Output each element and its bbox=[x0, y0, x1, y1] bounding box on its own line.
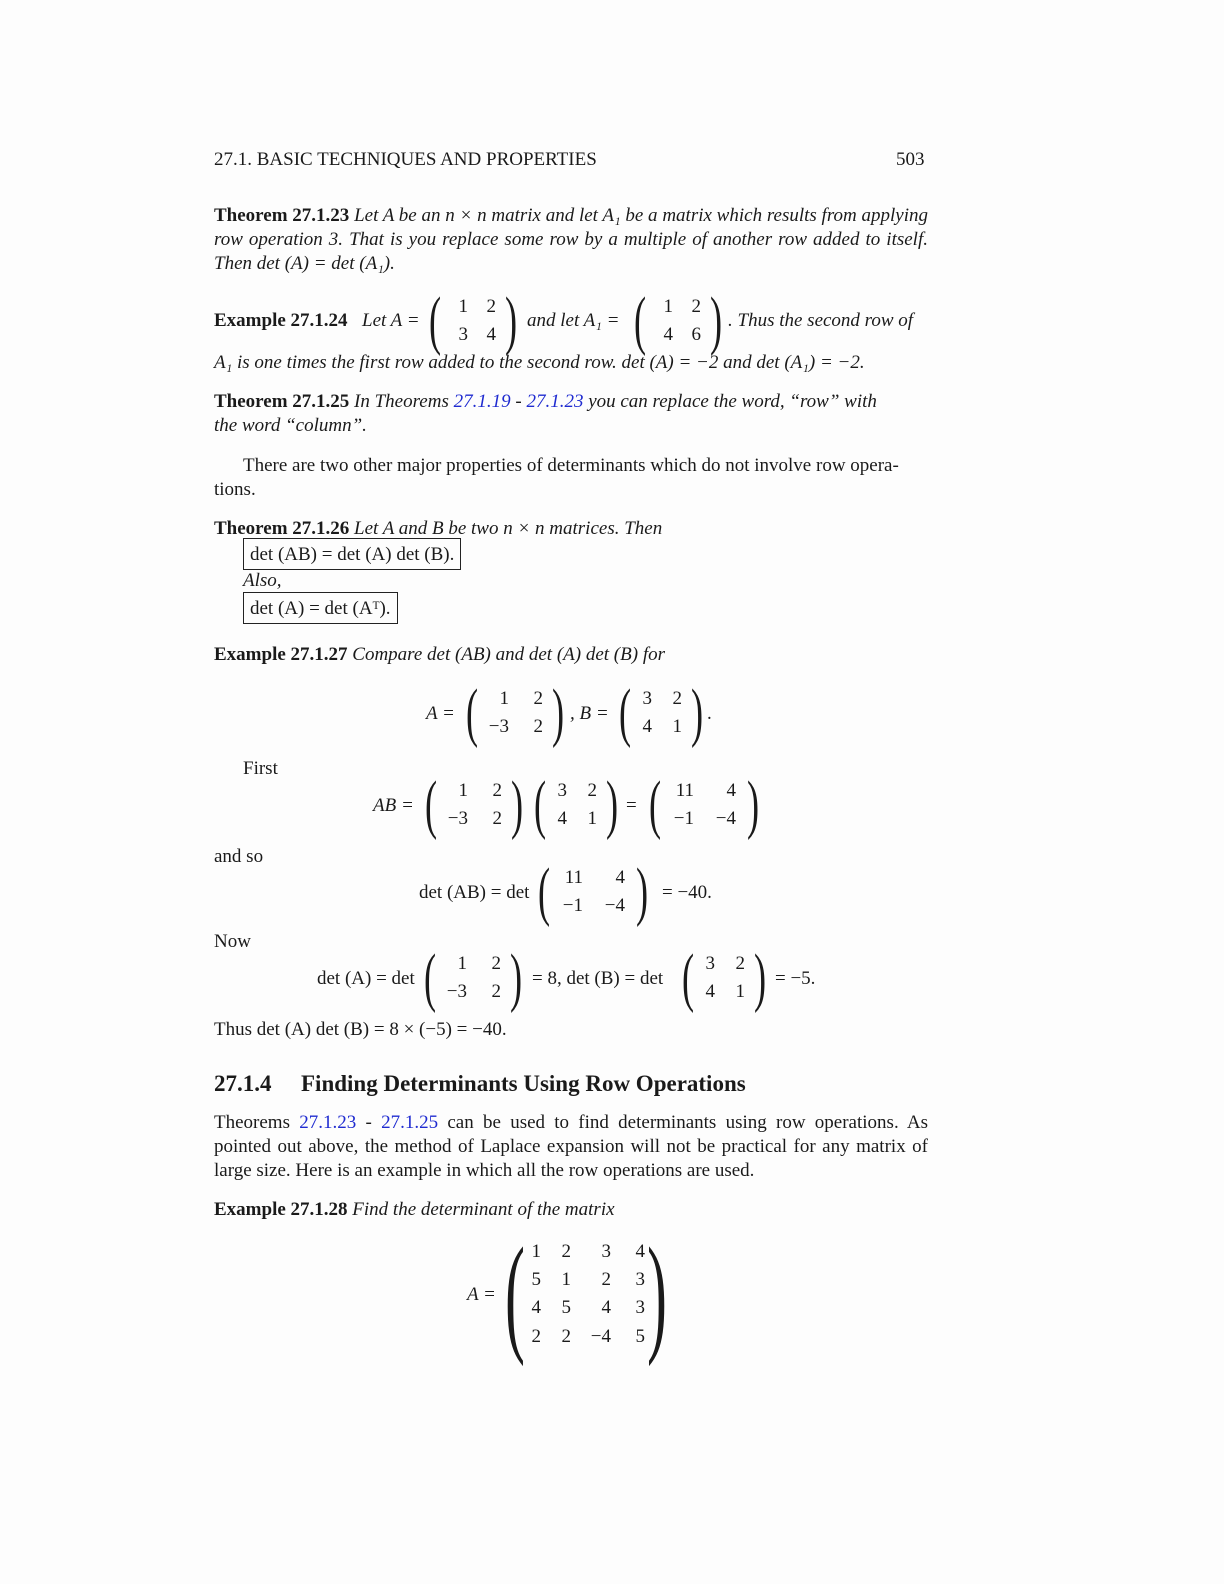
example-text-let-a: Let A = bbox=[362, 310, 420, 331]
right-paren: ) bbox=[635, 855, 649, 928]
ref-dash: - bbox=[515, 391, 522, 412]
right-paren: ) bbox=[753, 941, 767, 1014]
example-text: Compare det (AB) and det (A) det (B) for bbox=[352, 644, 665, 665]
equation-det-b-val: = −5. bbox=[775, 968, 816, 989]
matrix-cell: 2 bbox=[531, 1326, 541, 1347]
left-paren: ( bbox=[633, 284, 647, 357]
matrix-cell: 4 bbox=[663, 324, 673, 345]
matrix-cell: −4 bbox=[604, 895, 625, 916]
page-number: 503 bbox=[896, 149, 925, 170]
paragraph-text: Theorems bbox=[214, 1112, 290, 1133]
text-now: Now bbox=[214, 931, 251, 952]
matrix-cell: 3 bbox=[557, 780, 567, 801]
matrix-cell: 3 bbox=[601, 1241, 611, 1262]
theorem-ref-link[interactable]: 27.1.23 bbox=[526, 391, 584, 412]
matrix-cell: 3 bbox=[635, 1297, 645, 1318]
matrix-a-4x4 bbox=[505, 1220, 675, 1367]
matrix-cell: 2 bbox=[491, 953, 501, 974]
matrix-cell: 2 bbox=[533, 716, 543, 737]
right-paren: ) bbox=[746, 768, 760, 841]
matrix-cell: 2 bbox=[587, 780, 597, 801]
matrix-cell: 1 bbox=[561, 1269, 571, 1290]
theorem-ref-link[interactable]: 27.1.23 bbox=[299, 1112, 357, 1133]
matrix-cell: 1 bbox=[499, 688, 509, 709]
matrix-cell: 3 bbox=[642, 688, 652, 709]
matrix-cell: 2 bbox=[561, 1326, 571, 1347]
matrix-cell: 2 bbox=[561, 1241, 571, 1262]
theorem-text: In Theorems bbox=[354, 391, 449, 412]
text-thus: Thus det (A) det (B) = 8 × (−5) = −40. bbox=[214, 1019, 507, 1040]
matrix-b-2x2 bbox=[533, 768, 623, 841]
theorem-text-also: Also, bbox=[243, 570, 282, 591]
right-paren: ) bbox=[510, 768, 524, 841]
matrix-a-2x2 bbox=[424, 768, 524, 841]
matrix-cell: 1 bbox=[587, 808, 597, 829]
matrix-ab-2x2 bbox=[537, 855, 657, 928]
matrix-cell: 4 bbox=[531, 1297, 541, 1318]
boxed-formula: det (A) = det (Aᵀ). bbox=[243, 592, 398, 624]
matrix-b-2x2 bbox=[618, 676, 708, 749]
left-paren: ( bbox=[505, 1220, 525, 1367]
theorem-label: Theorem 27.1.25 bbox=[214, 391, 350, 412]
matrix-cell: 4 bbox=[486, 324, 496, 345]
example-text-tail: . Thus the second row of bbox=[728, 310, 914, 331]
matrix-cell: 4 bbox=[601, 1297, 611, 1318]
paragraph-text: can be used to find determinants using row operations. As pointed out above, the method of Laplace expansion will not be practical for any matrix of large size. Here is an example in which all the row operations are used. bbox=[214, 1112, 929, 1181]
equation-label: A = bbox=[467, 1284, 496, 1305]
matrix-cell: 1 bbox=[735, 981, 745, 1002]
section-number: 27.1.4 bbox=[214, 1071, 272, 1096]
matrix-cell: 3 bbox=[635, 1269, 645, 1290]
paragraph-line: There are two other major properties of determinants which do not involve row opera- bbox=[243, 455, 899, 476]
right-paren: ) bbox=[509, 941, 523, 1014]
theorem-text: Let A and B be two n × n matrices. Then bbox=[354, 518, 663, 539]
example-label: Example 27.1.28 bbox=[214, 1199, 348, 1220]
equation-det-ab: det (AB) = det bbox=[419, 882, 530, 903]
ref-dash: - bbox=[365, 1112, 372, 1133]
theorem-27-1-23 bbox=[214, 204, 928, 276]
equation-det-a: det (A) = det bbox=[317, 968, 415, 989]
boxed-formula: det (AB) = det (A) det (B). bbox=[243, 538, 461, 570]
left-paren: ( bbox=[423, 941, 437, 1014]
example-text-and-let: and let A₁ = bbox=[527, 310, 620, 331]
right-paren: ) bbox=[709, 284, 723, 357]
matrix-cell: 4 bbox=[557, 808, 567, 829]
matrix-a1-2x2 bbox=[633, 284, 723, 357]
right-paren: ) bbox=[690, 676, 704, 749]
matrix-cell: 2 bbox=[492, 780, 502, 801]
matrix-cell: 1 bbox=[457, 953, 467, 974]
left-paren: ( bbox=[428, 284, 442, 357]
matrix-cell: −1 bbox=[673, 808, 694, 829]
text-first: First bbox=[243, 758, 278, 779]
section-heading bbox=[214, 1070, 746, 1098]
matrix-cell: −1 bbox=[562, 895, 583, 916]
left-paren: ( bbox=[648, 768, 662, 841]
matrix-cell: 2 bbox=[486, 296, 496, 317]
matrix-b-2x2 bbox=[681, 941, 771, 1014]
paragraph-theorems bbox=[214, 1111, 928, 1183]
right-paren: ) bbox=[551, 676, 565, 749]
theorem-ref-link[interactable]: 27.1.25 bbox=[381, 1112, 439, 1133]
matrix-cell: −3 bbox=[488, 716, 509, 737]
matrix-ab-2x2 bbox=[648, 768, 768, 841]
matrix-cell: 1 bbox=[458, 296, 468, 317]
left-paren: ( bbox=[424, 768, 438, 841]
left-paren: ( bbox=[537, 855, 551, 928]
example-text: Find the determinant of the matrix bbox=[352, 1199, 615, 1220]
right-paren: ) bbox=[605, 768, 619, 841]
example-text-line2: A₁ is one times the first row added to the second row. det (A) = −2 and det (A₁) = −2. bbox=[214, 352, 865, 373]
running-title: 27.1. BASIC TECHNIQUES AND PROPERTIES bbox=[214, 149, 597, 170]
equation-label: AB = bbox=[373, 795, 414, 816]
matrix-cell: −3 bbox=[446, 981, 467, 1002]
matrix-a-2x2 bbox=[428, 284, 518, 357]
matrix-cell: 2 bbox=[601, 1269, 611, 1290]
left-paren: ( bbox=[533, 768, 547, 841]
theorem-label: Theorem 27.1.26 bbox=[214, 518, 350, 539]
matrix-cell: 2 bbox=[491, 981, 501, 1002]
matrix-cell: −4 bbox=[590, 1326, 611, 1347]
matrix-cell: 3 bbox=[705, 953, 715, 974]
equation-label: A = bbox=[426, 703, 455, 724]
matrix-cell: 6 bbox=[691, 324, 701, 345]
text-and-so: and so bbox=[214, 846, 264, 867]
theorem-label: Theorem 27.1.23 bbox=[214, 205, 350, 226]
matrix-cell: 4 bbox=[726, 780, 736, 801]
period: . bbox=[707, 703, 712, 724]
left-paren: ( bbox=[465, 676, 479, 749]
matrix-cell: 2 bbox=[492, 808, 502, 829]
matrix-cell: −4 bbox=[715, 808, 736, 829]
matrix-cell: 3 bbox=[458, 324, 468, 345]
equation-label: , B = bbox=[570, 703, 609, 724]
theorem-text-line2: the word “column”. bbox=[214, 415, 367, 436]
matrix-cell: 2 bbox=[691, 296, 701, 317]
matrix-cell: −3 bbox=[447, 808, 468, 829]
matrix-cell: 4 bbox=[635, 1241, 645, 1262]
example-27-1-28 bbox=[214, 1198, 615, 1222]
matrix-cell: 5 bbox=[561, 1297, 571, 1318]
matrix-cell: 4 bbox=[642, 716, 652, 737]
matrix-a-2x2 bbox=[465, 676, 565, 749]
left-paren: ( bbox=[681, 941, 695, 1014]
right-paren: ) bbox=[504, 284, 518, 357]
theorem-ref-link[interactable]: 27.1.19 bbox=[453, 391, 511, 412]
matrix-cell: 1 bbox=[672, 716, 682, 737]
paragraph-line: tions. bbox=[214, 479, 256, 500]
matrix-cell: 1 bbox=[458, 780, 468, 801]
matrix-cell: 2 bbox=[735, 953, 745, 974]
matrix-cell: 2 bbox=[533, 688, 543, 709]
matrix-cell: 5 bbox=[531, 1269, 541, 1290]
matrix-cell: 1 bbox=[663, 296, 673, 317]
equals-sign: = bbox=[626, 795, 637, 816]
matrix-a-2x2 bbox=[423, 941, 523, 1014]
right-paren: ) bbox=[647, 1220, 667, 1367]
matrix-cell: 5 bbox=[635, 1326, 645, 1347]
example-label: Example 27.1.27 bbox=[214, 644, 348, 665]
theorem-27-1-25 bbox=[214, 390, 928, 414]
matrix-cell: 4 bbox=[615, 867, 625, 888]
theorem-text: Let A be an n × n matrix and let A₁ be a matrix which results from applying row operation 3. That is you replace some row by a multiple of another row added to itself. Then det (A) = det (A₁). bbox=[214, 205, 928, 274]
equation-value: = −40. bbox=[662, 882, 712, 903]
matrix-cell: 11 bbox=[675, 780, 694, 801]
matrix-cell: 1 bbox=[531, 1241, 541, 1262]
example-27-1-27 bbox=[214, 643, 665, 667]
matrix-cell: 4 bbox=[705, 981, 715, 1002]
theorem-text: you can replace the word, “row” with bbox=[588, 391, 877, 412]
left-paren: ( bbox=[618, 676, 632, 749]
example-label: Example 27.1.24 bbox=[214, 310, 348, 331]
matrix-cell: 11 bbox=[564, 867, 583, 888]
equation-det-a-val: = 8, det (B) = det bbox=[532, 968, 664, 989]
matrix-cell: 2 bbox=[672, 688, 682, 709]
section-title: Finding Determinants Using Row Operations bbox=[301, 1071, 746, 1096]
